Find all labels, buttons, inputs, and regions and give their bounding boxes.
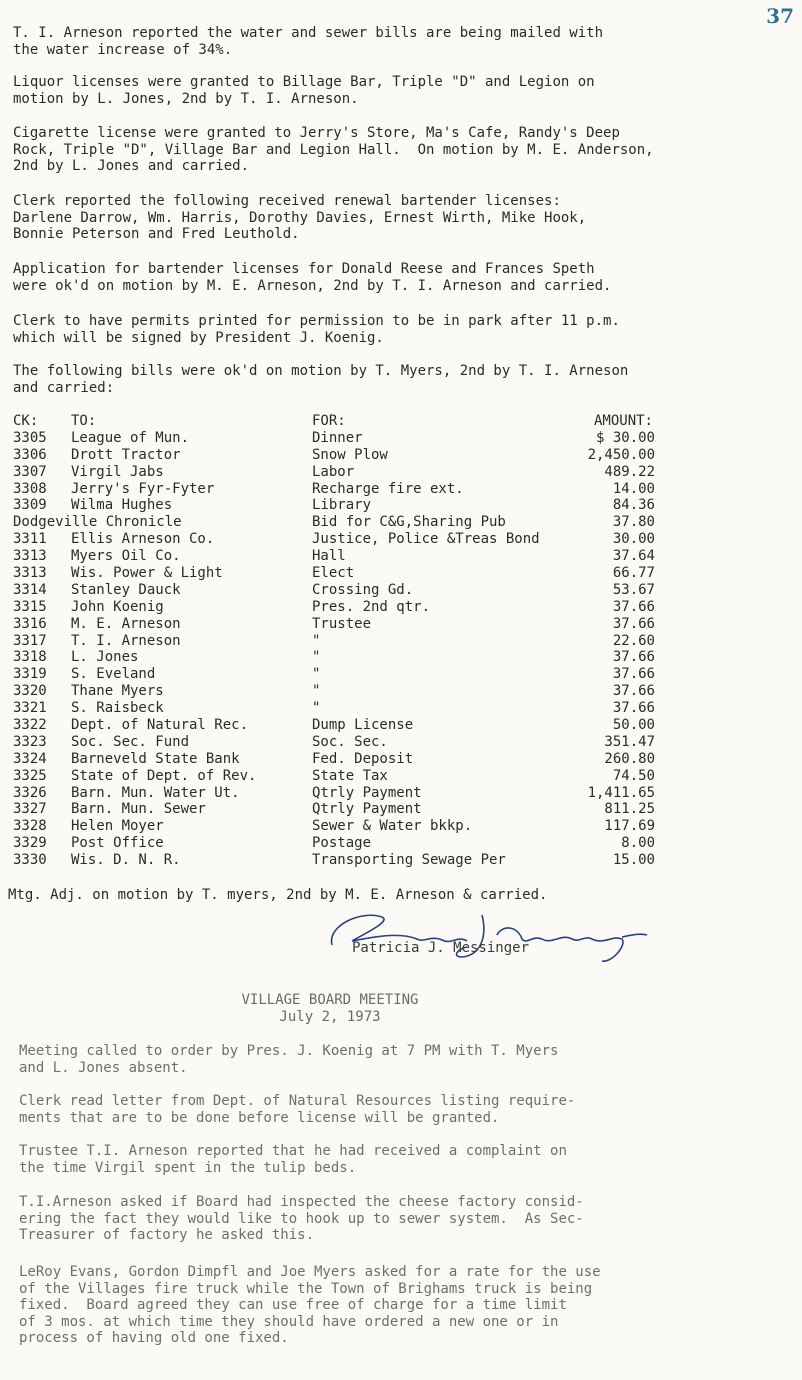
cell-ck: 3321 [13,700,47,717]
cell-amount: 37.66 [612,666,655,683]
cell-ck: 3306 [13,446,47,463]
cell-ck: 3305 [13,429,47,446]
bill-rows [13,430,673,869]
cell-to: Jerry's Fyr-Fyter [71,480,215,497]
cell-for: Library [312,497,372,514]
header-ck: CK: [13,413,39,429]
cell-ck: 3325 [13,767,47,784]
cell-to: Post Office [71,835,164,852]
table-row [13,734,673,751]
cell-for: " [312,649,321,666]
cell-for: Dinner [312,429,363,446]
cell-to: M. E. Arneson [71,615,181,632]
table-row [13,666,673,683]
paragraph-bills-motion: The following bills were ok'd on motion by T. Myers, 2nd by T. I. Arneson and carried: [13,363,629,396]
cell-to: John Koenig [71,598,164,615]
table-row [13,548,673,565]
cell-to: State of Dept. of Rev. [71,767,257,784]
cell-amount: 1,411.65 [587,784,655,801]
cell-ck: 3313 [13,565,47,582]
cell-ck: 3317 [13,632,47,649]
table-row [13,768,673,785]
cell-for: Qtrly Payment [312,801,422,818]
table-row [13,785,673,802]
cell-for: Justice, Police &Treas Bond [312,531,540,548]
header-for: FOR: [312,413,346,429]
cell-amount: 811.25 [604,801,655,818]
cell-to: S. Eveland [71,666,156,683]
cell-amount: 14.00 [612,480,655,497]
cell-ck: 3313 [13,548,47,565]
cell-for: Pres. 2nd qtr. [312,598,431,615]
cell-ck: 3318 [13,649,47,666]
table-row [13,514,673,531]
cell-for: Labor [312,463,355,480]
cell-for: Sewer & Water bkkp. [312,818,473,835]
adjournment-line: Mtg. Adj. on motion by T. myers, 2nd by M. E. Arneson & carried. [8,887,548,903]
paragraph-water-bills: T. I. Arneson reported the water and sewer bills are being mailed with the water increase of 34%. [13,25,604,58]
cell-to: Myers Oil Co. [71,548,181,565]
table-row [13,447,673,464]
cell-amount: 2,450.00 [587,446,655,463]
table-row [13,464,673,481]
table-row [13,565,673,582]
cell-ck: 3329 [13,835,47,852]
meeting-paragraph-dnr-letter: Clerk read letter from Dept. of Natural Resources listing require- ments that are to be done before license will be granted. [19,1093,576,1126]
cell-to: Barn. Mun. Sewer [71,801,206,818]
cell-amount: 117.69 [604,818,655,835]
cell-to: Drott Tractor [71,446,181,463]
cell-amount: 37.66 [612,615,655,632]
cell-for: " [312,632,321,649]
cell-ck: 3330 [13,852,47,869]
paragraph-bartender-applications: Application for bartender licenses for Donald Reese and Frances Speth were ok'd on motion by M. E. Arneson, 2nd by T. I. Arneson and carried. [13,261,612,294]
table-row [13,700,673,717]
cell-for: Elect [312,565,355,582]
table-row [13,717,673,734]
cell-amount: 15.00 [612,852,655,869]
cell-amount: 489.22 [604,463,655,480]
cell-amount: 37.66 [612,649,655,666]
header-to: TO: [71,413,97,429]
cell-for: Soc. Sec. [312,733,388,750]
cell-for: Recharge fire ext. [312,480,464,497]
cell-ck: 3308 [13,480,47,497]
cell-for: Postage [312,835,372,852]
paragraph-bartender-renewals: Clerk reported the following received renewal bartender licenses: Darlene Darrow, Wm. Harris, Dorothy Davies, Ernest Wirth, Mike Hook, Bonnie Peterson and Fred Leuthold. [13,193,587,242]
cell-amount: 84.36 [612,497,655,514]
cell-amount: 22.60 [612,632,655,649]
cell-for: State Tax [312,767,388,784]
cell-for: Hall [312,548,346,565]
cell-to: Barneveld State Bank [71,750,240,767]
cell-amount: 37.66 [612,683,655,700]
cell-for: Fed. Deposit [312,750,414,767]
table-row [13,818,673,835]
cell-to: S. Raisbeck [71,700,164,717]
cell-for: Qtrly Payment [312,784,422,801]
cell-ck: 3309 [13,497,47,514]
cell-to: Barn. Mun. Water Ut. [71,784,240,801]
table-row [13,801,673,818]
cell-for: " [312,666,321,683]
cell-to: Wis. Power & Light [71,565,223,582]
cell-to: Stanley Dauck [71,581,181,598]
cell-amount: 37.80 [612,514,655,531]
table-row [13,430,673,447]
table-row [13,531,673,548]
cell-to: Virgil Jabs [71,463,164,480]
cell-ck: 3311 [13,531,47,548]
signature-image [322,905,652,967]
cell-for: Crossing Gd. [312,581,414,598]
page-number: 37 [766,4,794,28]
cell-amount: 37.66 [612,598,655,615]
cell-to: T. I. Arneson [71,632,181,649]
paragraph-park-permits: Clerk to have permits printed for permission to be in park after 11 p.m. which will be signed by President J. Koenig. [13,313,620,346]
table-row [13,835,673,852]
cell-amount: 260.80 [604,750,655,767]
meeting-date: July 2, 1973 [279,1009,381,1025]
cell-to: Ellis Arneson Co. [71,531,215,548]
meeting-paragraph-fire-truck: LeRoy Evans, Gordon Dimpfl and Joe Myers asked for a rate for the use of the Villages fire truck while the Town of Brighams truck is being fixed. Board agreed they can use free of charge for a time limit of 3 mos. at which time they should have ordered a new one or in process of having old one fixed. [19,1264,601,1346]
meeting-paragraph-cheese-factory: T.I.Arneson asked if Board had inspected the cheese factory consid- ering the fact they would like to hook up to sewer system. As Sec- Treasurer of factory he asked this. [19,1194,584,1243]
table-row [13,497,673,514]
cell-to: L. Jones [71,649,139,666]
cell-ck: 3322 [13,717,47,734]
cell-to: Wilma Hughes [71,497,173,514]
cell-ck: 3314 [13,581,47,598]
cell-to: Thane Myers [71,683,164,700]
cell-ck: 3316 [13,615,47,632]
signature-typed-name: Patricia J. Messinger [352,940,530,956]
table-row [13,599,673,616]
cell-amount: 37.64 [612,548,655,565]
meeting-title: VILLAGE BOARD MEETING [241,992,419,1008]
cell-ck: 3307 [13,463,47,480]
cell-amount: $ 30.00 [595,429,655,446]
bills-table [13,413,673,869]
table-row [13,649,673,666]
cell-amount: 30.00 [612,531,655,548]
cell-ck: 3327 [13,801,47,818]
header-amount: AMOUNT: [593,413,653,429]
cell-for: Trustee [312,615,372,632]
cell-to: Dept. of Natural Rec. [71,717,249,734]
cell-for: Bid for C&G,Sharing Pub [312,514,506,531]
cell-ck: 3326 [13,784,47,801]
table-row [13,481,673,498]
cell-to: Soc. Sec. Fund [71,733,190,750]
table-row [13,616,673,633]
table-row [13,751,673,768]
cell-for: Snow Plow [312,446,388,463]
cell-amount: 66.77 [612,565,655,582]
cell-to: Helen Moyer [71,818,164,835]
cell-ck: 3328 [13,818,47,835]
cell-amount: 37.66 [612,700,655,717]
cell-ck: Dodgeville Chronicle [13,514,182,531]
cell-to: League of Mun. [71,429,190,446]
cell-for: " [312,700,321,717]
paragraph-cigarette-licenses: Cigarette license were granted to Jerry's Store, Ma's Cafe, Randy's Deep Rock, Triple "D", Village Bar and Legion Hall. On motion by M. E. Anderson, 2nd by L. Jones and carried. [13,125,654,174]
meeting-paragraph-call-to-order: Meeting called to order by Pres. J. Koenig at 7 PM with T. Myers and L. Jones absent. [19,1043,559,1076]
cell-ck: 3319 [13,666,47,683]
cell-amount: 351.47 [604,733,655,750]
paragraph-liquor-licenses: Liquor licenses were granted to Billage Bar, Triple "D" and Legion on motion by L. Jones, 2nd by T. I. Arneson. [13,74,595,107]
cell-ck: 3323 [13,733,47,750]
meeting-paragraph-complaint: Trustee T.I. Arneson reported that he had received a complaint on the time Virgil spent in the tulip beds. [19,1143,567,1176]
table-header [13,413,673,430]
table-row [13,633,673,650]
cell-for: Transporting Sewage Per [312,852,506,869]
cell-to: Wis. D. N. R. [71,852,181,869]
cell-ck: 3320 [13,683,47,700]
table-row [13,582,673,599]
cell-ck: 3315 [13,598,47,615]
cell-amount: 8.00 [621,835,655,852]
cell-for: Dump License [312,717,414,734]
cell-ck: 3324 [13,750,47,767]
table-row [13,683,673,700]
cell-for: " [312,683,321,700]
cell-amount: 53.67 [612,581,655,598]
table-row [13,852,673,869]
cell-amount: 74.50 [612,767,655,784]
cell-amount: 50.00 [612,717,655,734]
